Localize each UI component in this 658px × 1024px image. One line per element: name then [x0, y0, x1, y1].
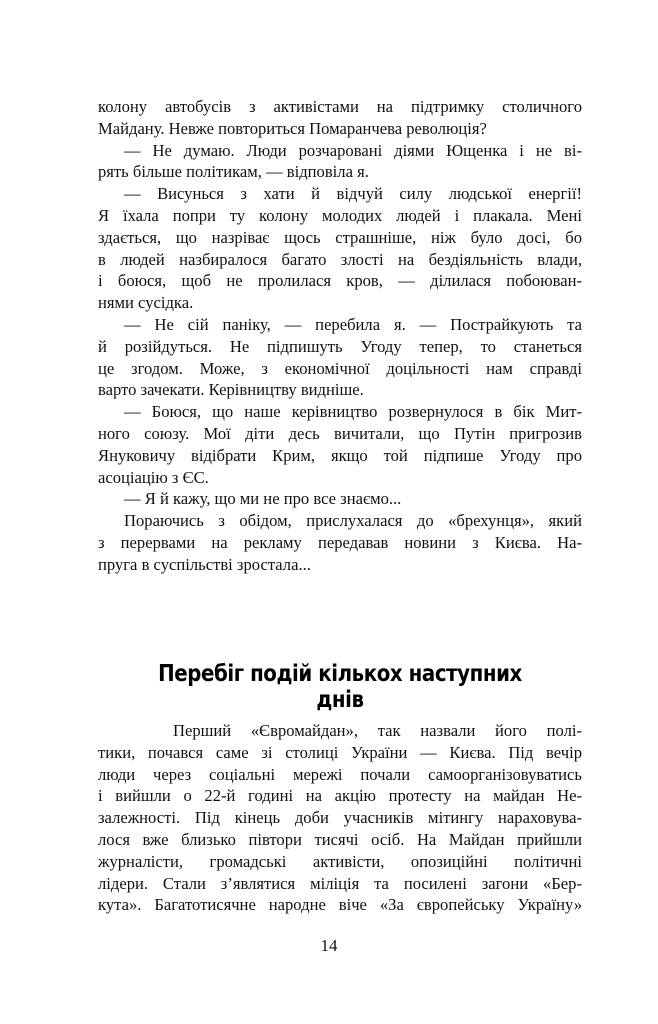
text-line: Майдану. Невже повториться Помаранчева революція?	[98, 118, 487, 138]
text-line: Януковичу відібрати Крим, якщо той підпише Угоду про	[98, 445, 582, 465]
text-line: й розійдуться. Не підпишуть Угоду тепер, то станеться	[98, 336, 582, 356]
text-line: нями сусідка.	[98, 293, 194, 313]
text-line: лося вже близько півтори тисячі осіб. На Майдан прийшли	[98, 829, 582, 849]
section-heading: Перебіг подій кількох наступних днів	[158, 661, 522, 713]
text-line: асоціацію з ЄС.	[98, 467, 209, 487]
text-line: пруга в суспільстві зростала...	[98, 554, 311, 574]
text-line: Я їхала попри ту колону молодих людей і плакала. Мені	[98, 205, 582, 225]
text-line: це згодом. Може, з економічної доцільності нам справді	[98, 358, 582, 378]
text-line: Перший «Євромайдан», так назвали його полі-	[173, 721, 582, 740]
text-line: тики, почався саме зі столиці України — Києва. Під вечір	[98, 742, 582, 762]
text-line: і вийшли о 22-й годині на акцію протесту на майдан Не-	[98, 786, 582, 806]
text-line: з перервами на рекламу передавав новини з Києва. На-	[98, 532, 582, 552]
text-line: ного союзу. Мої діти десь вичитали, що Путін пригрозив	[98, 423, 582, 443]
text-line: — Не думаю. Люди розчаровані діями Ющенка і не ві-	[124, 140, 582, 160]
text-line: варто зачекати. Керівництву видніше.	[98, 380, 364, 400]
text-line: лідери. Стали з’являтися міліція та посилені загони «Бер-	[98, 873, 582, 893]
text-line: — Боюся, що наше керівництво розвернулося в бік Мит-	[124, 402, 582, 422]
text-line: — Не сій паніку, — перебила я. — Пострайкують та	[124, 314, 582, 334]
text-line: журналісти, громадські активісти, опозиційні політичні	[98, 851, 582, 871]
text-line: в людей назбиралося багато злості на бездіяльність влади,	[98, 249, 582, 269]
text-line: рять більше політикам, — відповіла я.	[98, 162, 369, 182]
text-line: залежності. Під кінець доби учасників мітингу нараховува-	[98, 808, 582, 828]
text-line: кута». Багатотисячне народне віче «За європейську Україну»	[98, 895, 582, 915]
text-line: — Я й кажу, що ми не про все знаємо...	[124, 489, 402, 509]
text-line: — Висунься з хати й відчуй силу людської енергії!	[124, 184, 582, 204]
text-line: колону автобусів з активістами на підтримку столичного	[98, 97, 582, 116]
page-number: 14	[320, 936, 338, 955]
section-body-text	[98, 720, 582, 916]
text-line: здається, що назріває щось страшніше, ніж було досі, бо	[98, 227, 582, 247]
text-line: люди через соціальні мережі почали самоорганізовуватись	[98, 764, 582, 784]
text-line: Пораючись з обідом, прислухалася до «брехунця», який	[124, 511, 582, 531]
body-text	[98, 96, 582, 576]
text-line: і боюся, щоб не пролилася кров, — ділилася побоюван-	[98, 271, 582, 291]
